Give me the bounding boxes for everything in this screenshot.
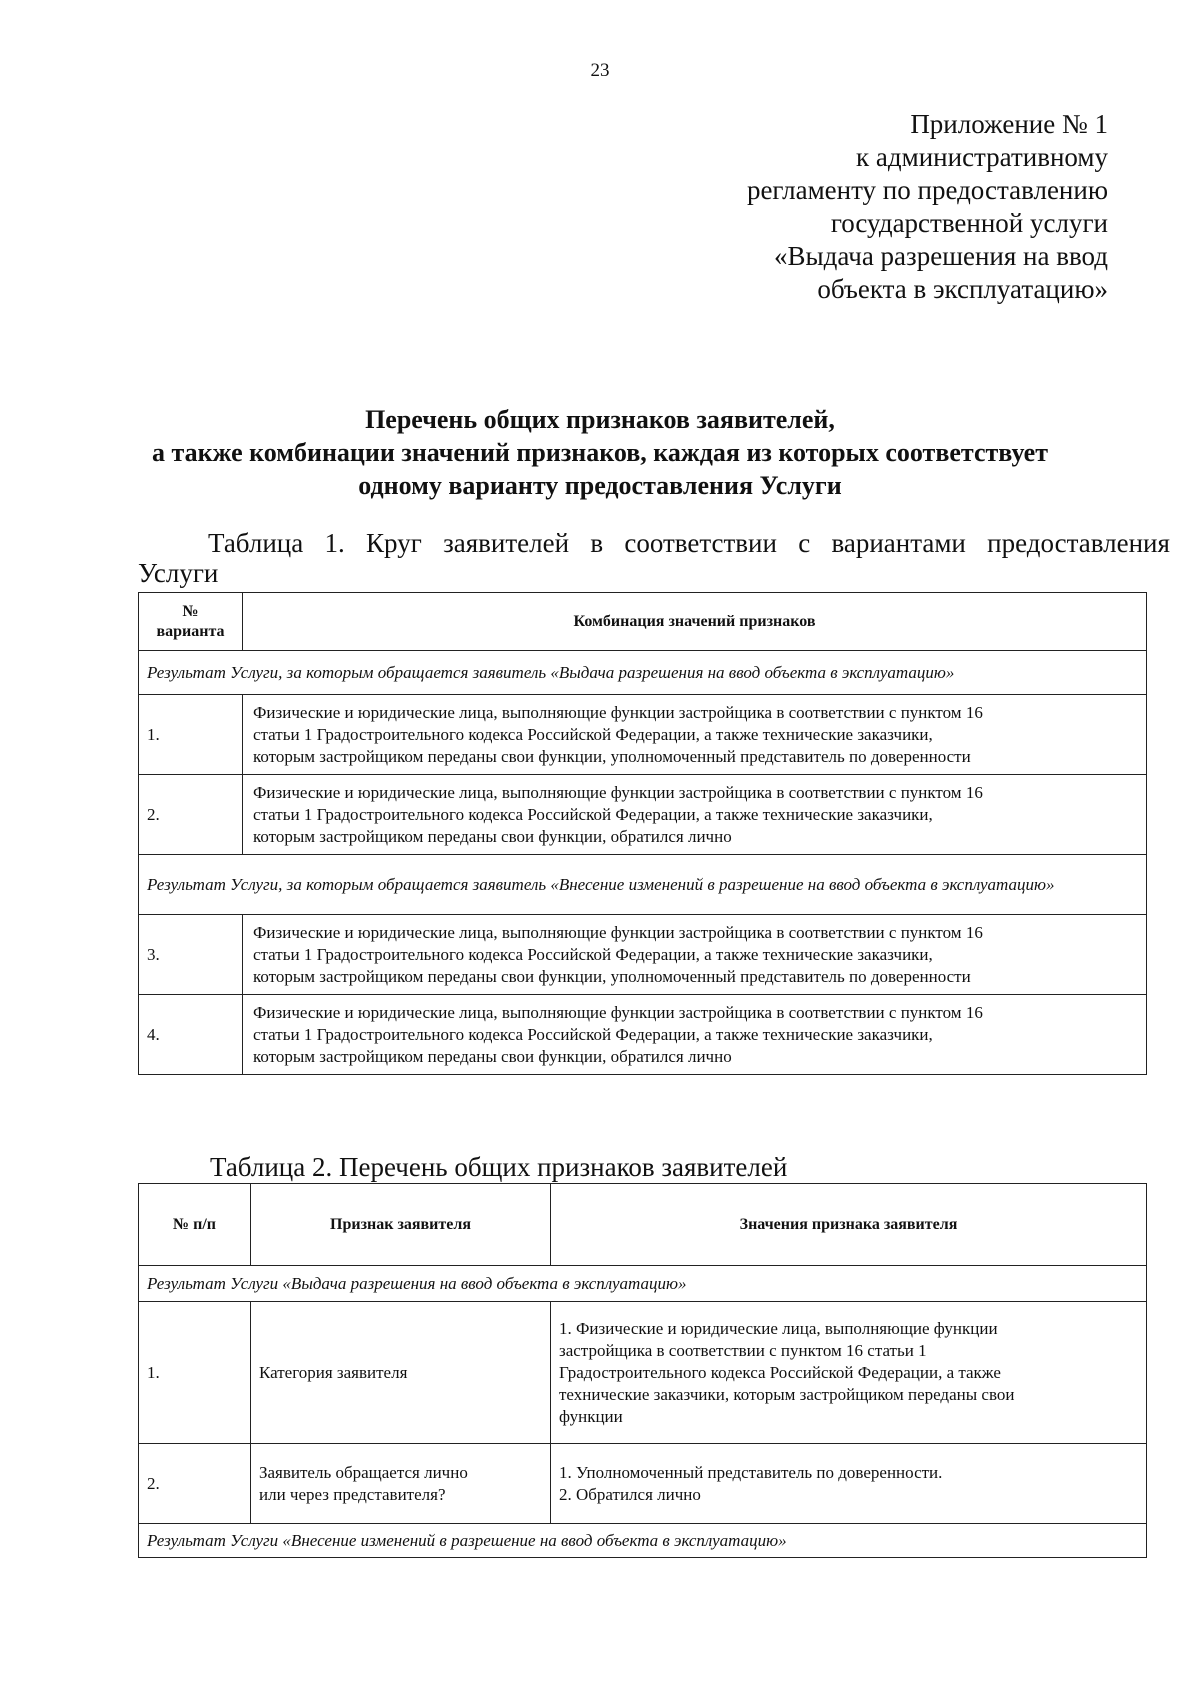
table1-caption — [138, 528, 1170, 588]
appendix-block — [747, 108, 1108, 306]
appendix-line: регламенту по предоставлению — [746, 175, 1108, 205]
caption-word: Таблица — [208, 528, 304, 558]
caption-word: в — [590, 528, 604, 558]
appendix-line: Приложение № 1 — [910, 109, 1108, 139]
table2-attributes — [138, 1183, 1147, 1558]
result-cell: Результат Услуги «Выдача разрешения на ввод объекта в эксплуатацию» — [139, 1266, 1147, 1302]
table-row — [139, 995, 1147, 1075]
appendix-line: «Выдача разрешения на ввод — [773, 241, 1108, 271]
result-row — [139, 1266, 1147, 1302]
variant-number: 2. — [139, 775, 243, 855]
table-row — [139, 915, 1147, 995]
attribute-line: Заявитель обращается лично — [259, 1462, 468, 1482]
variant-description — [243, 775, 1147, 855]
table1-caption-line2: Услуги — [138, 558, 219, 588]
value-line: технические заказчики, которым застройщиком переданы свои — [559, 1384, 1015, 1404]
value-line: 2. Обратился лично — [559, 1484, 701, 1504]
caption-word: с — [798, 528, 811, 558]
caption-word: 1. — [324, 528, 345, 558]
appendix-line: к административному — [856, 142, 1108, 172]
description-line: Физические и юридические лица, выполняющие функции застройщика в соответствии с пунктом 16 — [253, 922, 983, 942]
result-cell: Результат Услуги, за которым обращается заявитель «Внесение изменений в разрешение на ввод объекта в эксплуатацию» — [139, 855, 1147, 915]
table1-caption-line1 — [138, 528, 1170, 558]
description-line: Физические и юридические лица, выполняющие функции застройщика в соответствии с пунктом 16 — [253, 782, 983, 802]
description-line: статьи 1 Градостроительного кодекса Российской Федерации, а также технические заказчики, — [253, 944, 933, 964]
values-cell — [551, 1302, 1147, 1444]
table-row — [139, 695, 1147, 775]
value-line: 1. Физические и юридические лица, выполняющие функции — [559, 1318, 998, 1338]
table-row — [139, 1444, 1147, 1524]
header-variant-number — [139, 593, 243, 651]
attribute-cell: Категория заявителя — [251, 1302, 551, 1444]
description-line: которым застройщиком переданы свои функции, обратился лично — [253, 1046, 732, 1066]
value-line: Градостроительного кодекса Российской Федерации, а также — [559, 1362, 1001, 1382]
description-line: которым застройщиком переданы свои функции, уполномоченный представитель по доверенности — [253, 746, 971, 766]
description-line: Физические и юридические лица, выполняющие функции застройщика в соответствии с пунктом 16 — [253, 1002, 983, 1022]
header-combination: Комбинация значений признаков — [243, 593, 1147, 651]
description-line: которым застройщиком переданы свои функции, уполномоченный представитель по доверенности — [253, 966, 971, 986]
variant-number: 1. — [139, 695, 243, 775]
caption-word: Круг — [366, 528, 422, 558]
header-number: № п/п — [139, 1184, 251, 1266]
table-header-row — [139, 593, 1147, 651]
result-cell: Результат Услуги «Внесение изменений в разрешение на ввод объекта в эксплуатацию» — [139, 1524, 1147, 1558]
variant-description — [243, 915, 1147, 995]
page-number: 23 — [590, 60, 610, 81]
description-line: статьи 1 Градостроительного кодекса Российской Федерации, а также технические заказчики, — [253, 804, 933, 824]
result-row — [139, 855, 1147, 915]
table-row — [139, 775, 1147, 855]
caption-word: вариантами — [831, 528, 966, 558]
heading-line: а также комбинации значений признаков, каждая из которых соответствует — [152, 438, 1048, 467]
row-number: 1. — [139, 1302, 251, 1444]
table2-caption: Таблица 2. Перечень общих признаков заявителей — [210, 1152, 788, 1182]
header-num-label: варианта — [156, 622, 225, 640]
variant-number: 4. — [139, 995, 243, 1075]
table-header-row — [139, 1184, 1147, 1266]
appendix-line: государственной услуги — [830, 208, 1108, 238]
description-line: которым застройщиком переданы свои функции, обратился лично — [253, 826, 732, 846]
caption-word: соответствии — [624, 528, 777, 558]
table1-variants — [138, 592, 1147, 1075]
description-line: статьи 1 Градостроительного кодекса Российской Федерации, а также технические заказчики, — [253, 1024, 933, 1044]
row-number: 2. — [139, 1444, 251, 1524]
heading-line: одному варианту предоставления Услуги — [358, 471, 842, 500]
table-row — [139, 1302, 1147, 1444]
header-attribute: Признак заявителя — [251, 1184, 551, 1266]
description-line: статьи 1 Градостроительного кодекса Российской Федерации, а также технические заказчики, — [253, 724, 933, 744]
attribute-line: или через представителя? — [259, 1484, 446, 1504]
description-line: Физические и юридические лица, выполняющие функции застройщика в соответствии с пунктом 16 — [253, 702, 983, 722]
header-num-symbol: № — [182, 602, 199, 620]
variant-description — [243, 995, 1147, 1075]
result-row — [139, 1524, 1147, 1558]
attribute-cell — [251, 1444, 551, 1524]
variant-description — [243, 695, 1147, 775]
variant-number: 3. — [139, 915, 243, 995]
header-values: Значения признака заявителя — [551, 1184, 1147, 1266]
result-row — [139, 651, 1147, 695]
appendix-line: объекта в эксплуатацию» — [817, 274, 1108, 304]
document-heading — [0, 403, 1200, 502]
value-line: застройщика в соответствии с пунктом 16 статьи 1 — [559, 1340, 927, 1360]
result-cell: Результат Услуги, за которым обращается заявитель «Выдача разрешения на ввод объекта в эксплуатацию» — [139, 651, 1147, 695]
value-line: функции — [559, 1406, 623, 1426]
caption-word: заявителей — [443, 528, 570, 558]
values-cell — [551, 1444, 1147, 1524]
caption-word: предоставления — [987, 528, 1170, 558]
value-line: 1. Уполномоченный представитель по доверенности. — [559, 1462, 943, 1482]
heading-line: Перечень общих признаков заявителей, — [365, 405, 835, 434]
